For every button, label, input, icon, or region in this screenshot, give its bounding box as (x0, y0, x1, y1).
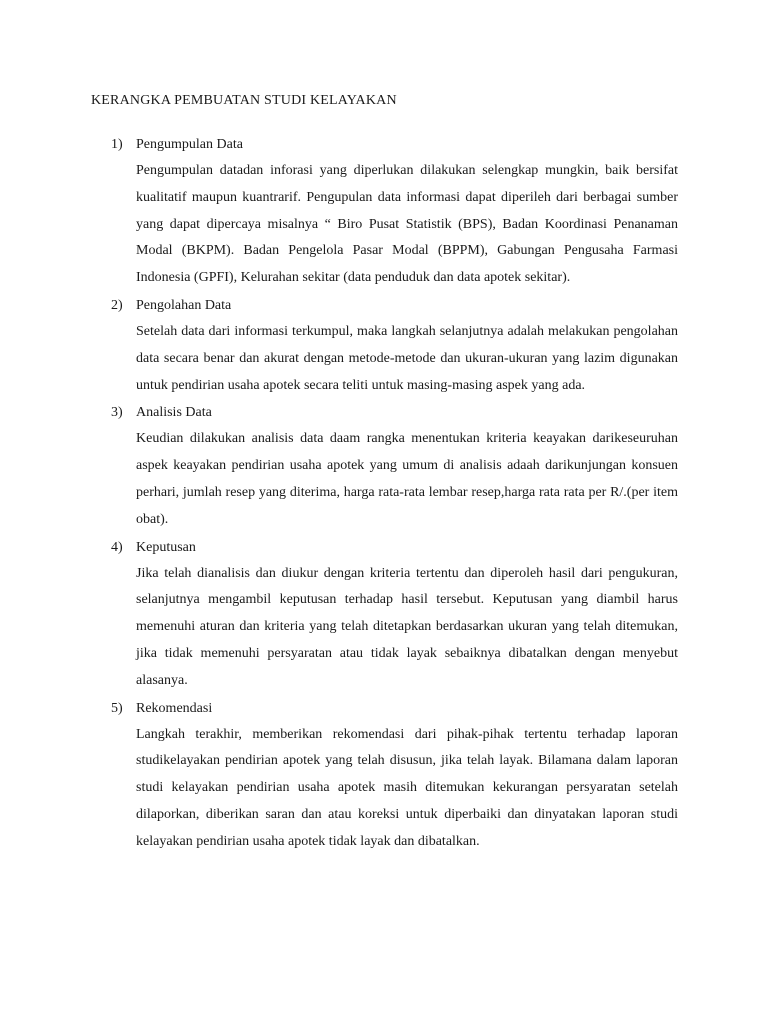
section-heading: Keputusan (136, 539, 196, 555)
section-list (0, 131, 768, 856)
section-analisis-data (0, 399, 768, 533)
section-pengolahan-data (0, 292, 768, 399)
section-number: 5) (111, 700, 123, 716)
section-heading: Rekomendasi (136, 700, 213, 716)
section-header (0, 131, 768, 158)
section-paragraph: Setelah data dari informasi terkumpul, maka langkah selanjutnya adalah melakukan pengolahan data secara benar dan akurat dengan metode-metode dan ukuran-ukuran yang lazim digunakan untuk pendirian usaha apotek secara teliti untuk masing-masing aspek yang ada. (136, 323, 678, 393)
section-paragraph: Jika telah dianalisis dan diukur dengan kriteria tertentu dan diperoleh hasil dari pengukuran, selanjutnya mengambil keputusan terhadap hasil tersebut. Keputusan yang diambil harus memenuhi aturan dan kriteria yang telah ditetapkan berdasarkan ukuran yang telah ditemukan, jika tidak memenuhi persyaratan atau tidak layak sebaiknya dibatalkan dengan menyebut alasanya. (136, 565, 678, 688)
section-heading: Pengumpulan Data (136, 137, 243, 152)
section-keputusan (0, 534, 768, 695)
section-header (0, 292, 768, 319)
section-number: 3) (111, 405, 123, 421)
section-heading: Analisis Data (136, 405, 212, 421)
section-number: 4) (111, 539, 123, 555)
document-title: KERANGKA PEMBUATAN STUDI KELAYAKAN (91, 93, 397, 108)
section-pengumpulan-data (0, 131, 768, 292)
section-header (0, 695, 768, 722)
section-paragraph: Langkah terakhir, memberikan rekomendasi dari pihak-pihak tertentu terhadap laporan studikelayakan pendirian apotek yang telah disusun, jika telah layak. Bilamana dalam laporan studi kelayakan pendirian usaha apotek masih ditemukan kekurangan persyaratan setelah dilaporkan, diberikan saran dan atau koreksi untuk diperbaiki dan dinyatakan laporan studi kelayakan pendirian usaha apotek tidak layak dan dibatalkan. (136, 726, 678, 849)
section-rekomendasi (0, 695, 768, 856)
section-header (0, 534, 768, 561)
section-header (0, 399, 768, 426)
section-paragraph: Keudian dilakukan analisis data daam rangka menentukan kriteria keayakan darikeseuruhan aspek keayakan pendirian usaha apotek yang umum di analisis adaah darikunjungan konsuen perhari, jumlah resep yang diterima, harga rata-rata lembar resep,harga rata rata per R/.(per item obat). (136, 431, 678, 527)
section-paragraph: Pengumpulan datadan inforasi yang diperlukan dilakukan selengkap mungkin, baik bersifat kualitatif maupun kuantrarif. Pengupulan data informasi dapat diperileh dari berbagai sumber yang dapat dipercaya misalnya “ Biro Pusat Statistik (BPS), Badan Koordinasi Penanaman Modal (BKPM). Badan Pengelola Pasar Modal (BPPM), Gabungan Pengusaha Farmasi Indonesia (GPFI), Kelurahan sekitar (data penduduk dan data apotek sekitar). (136, 163, 678, 286)
section-number: 2) (111, 297, 123, 313)
section-number: 1) (111, 137, 123, 152)
section-heading: Pengolahan Data (136, 297, 232, 313)
